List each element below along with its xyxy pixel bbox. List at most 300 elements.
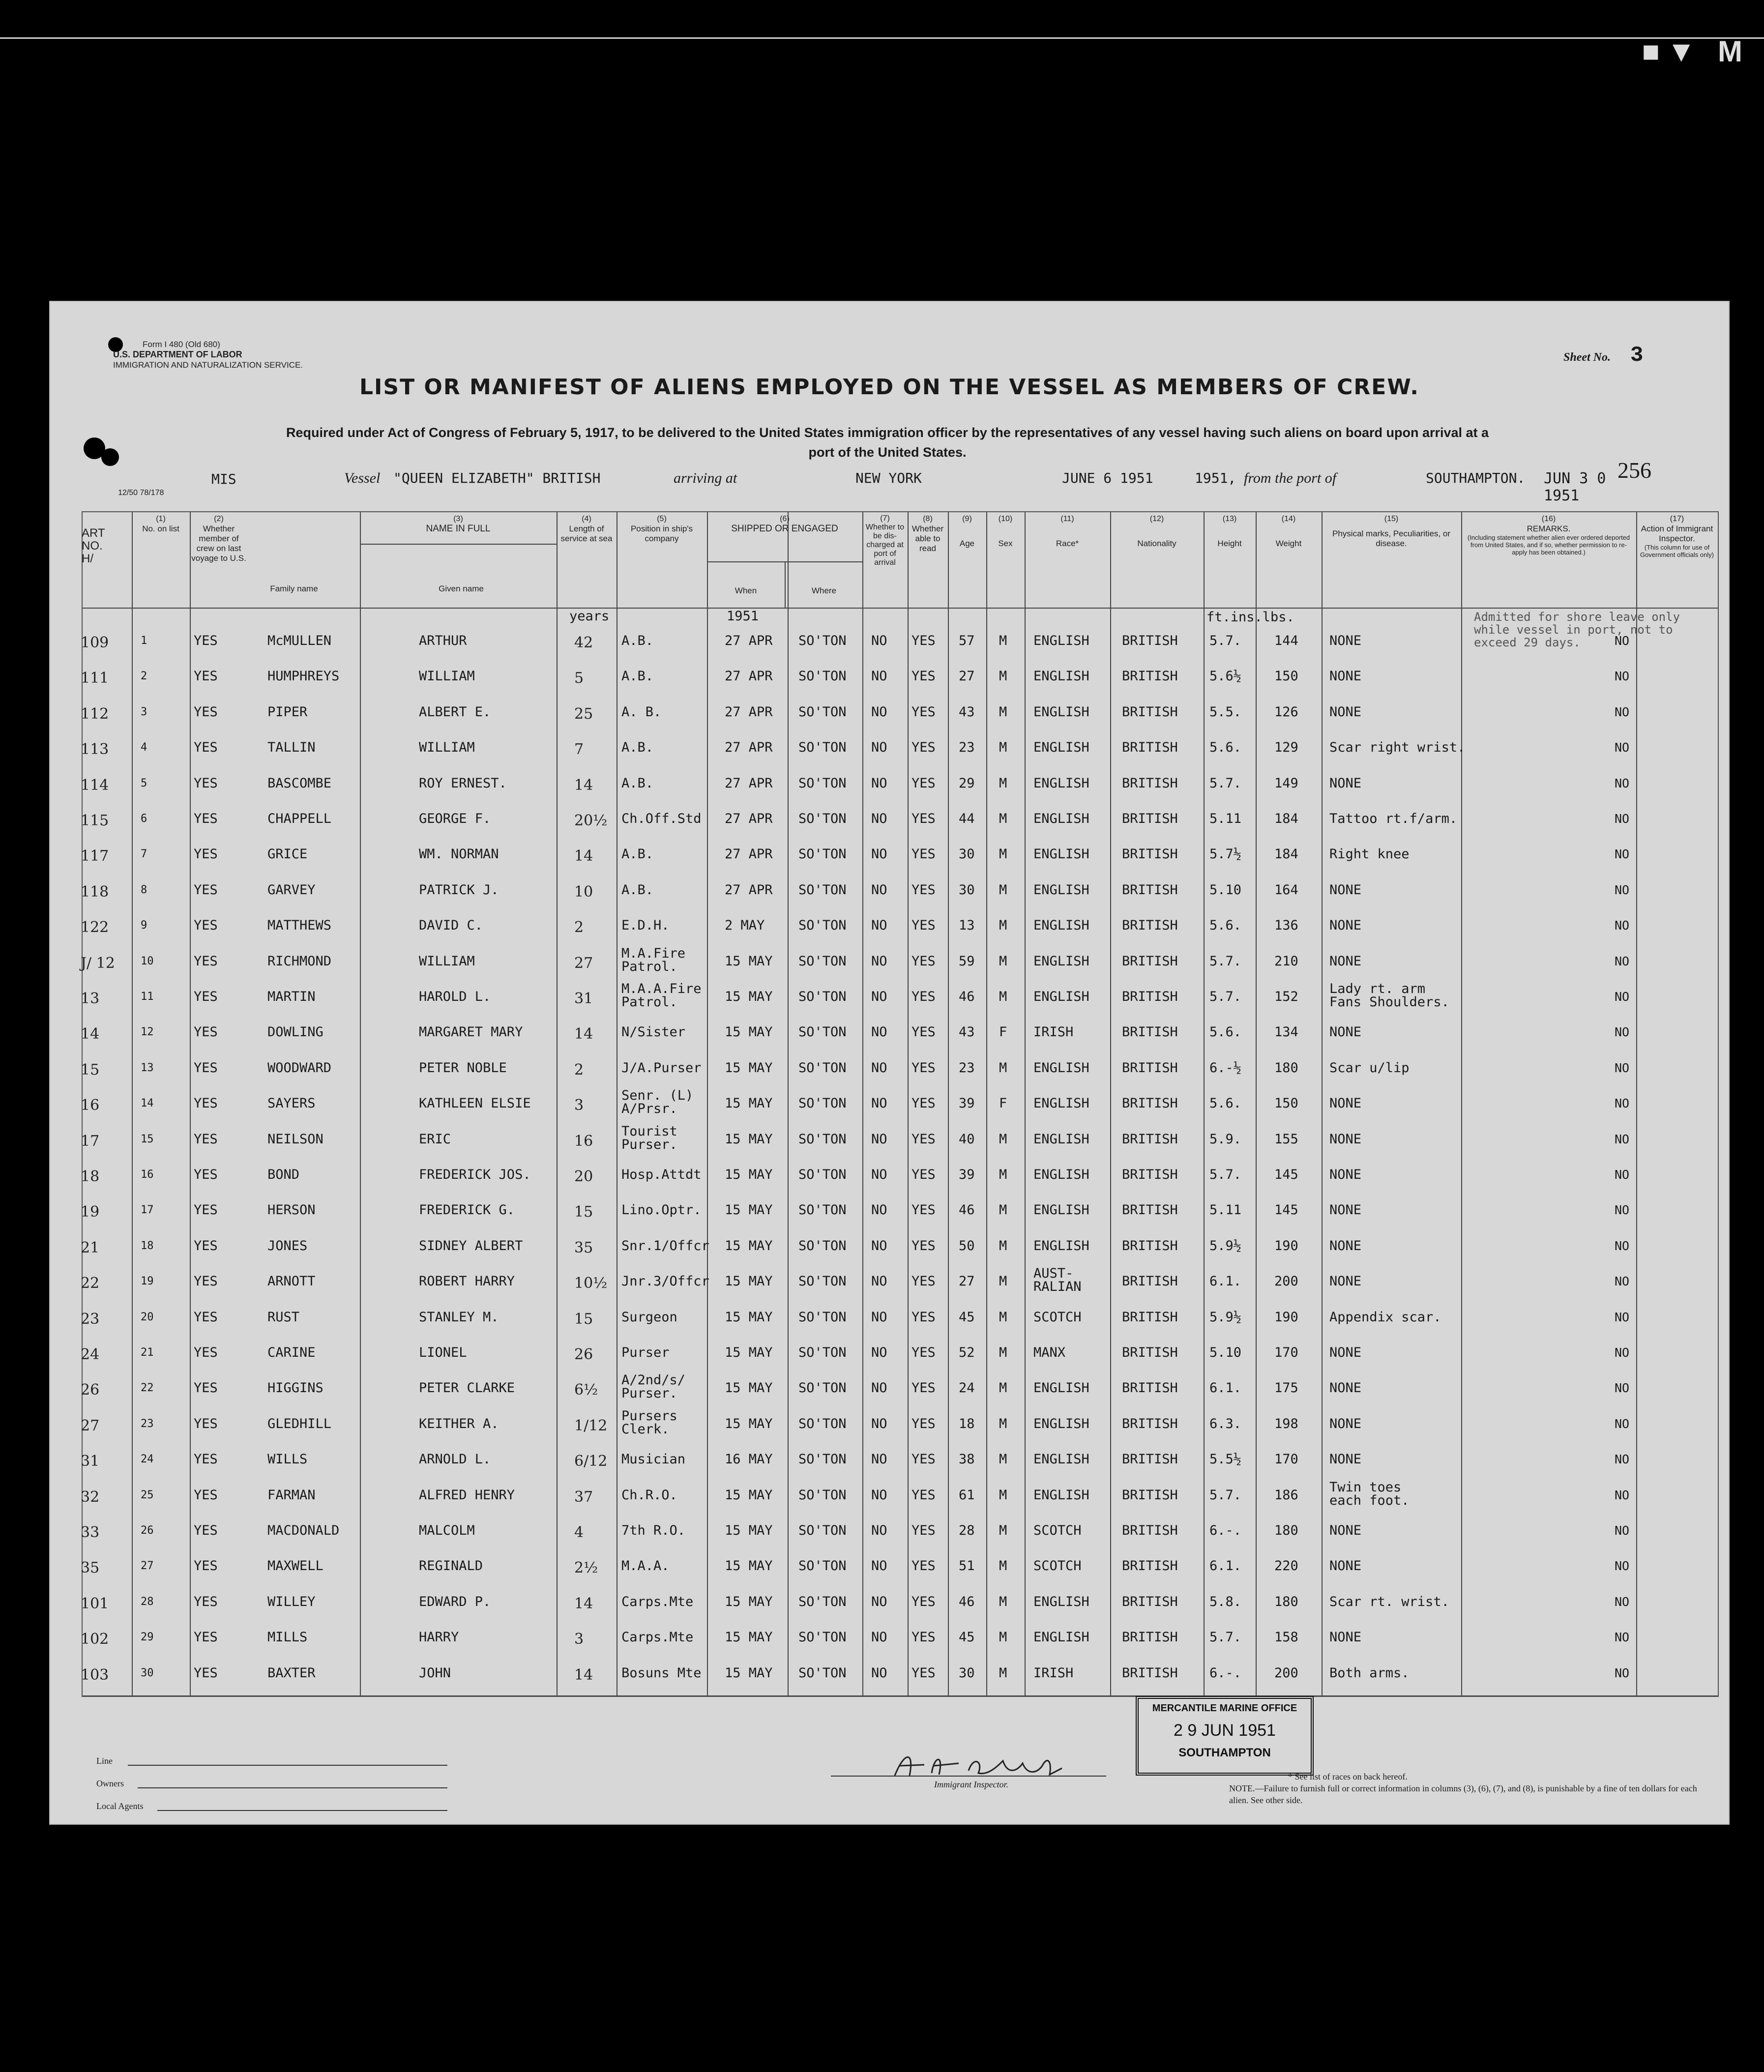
col-title: Length of service at sea	[560, 524, 613, 543]
race: ENGLISH	[1033, 846, 1089, 862]
race: SCOTCH	[1033, 1558, 1082, 1574]
family-name: CARINE	[267, 1345, 316, 1360]
footer-note	[1229, 1771, 1701, 1806]
height: 5.10	[1209, 1345, 1242, 1360]
physical-marks: NONE	[1329, 1523, 1362, 1538]
age: 27	[959, 1274, 975, 1289]
weight: 190	[1274, 1309, 1298, 1325]
physical-marks: NONE	[1329, 669, 1362, 684]
length-of-service: 2	[574, 919, 584, 936]
position-in-company: M.A.A.	[621, 1558, 670, 1574]
table-row	[83, 736, 1718, 771]
previous-voyage: YES	[194, 989, 218, 1004]
page-subtitle: Required under Act of Congress of February 5, 1917, to be delivered to the United States immigration officer by the representatives of any vessel having such aliens on board upon arrival at a port of the United States.	[286, 425, 1489, 460]
shipped-when: 15 MAY	[725, 1167, 773, 1182]
family-name: MAXWELL	[267, 1558, 323, 1574]
shipped-when: 15 MAY	[725, 1274, 773, 1289]
position-in-company: Carps.Mte	[621, 1630, 694, 1645]
discharged-at-port: NO	[871, 1416, 887, 1431]
list-number: 20	[141, 1311, 154, 1323]
length-of-service: 14	[574, 1025, 593, 1043]
length-of-service: 10	[574, 883, 593, 901]
position-in-company: A. B.	[621, 704, 662, 720]
stamp-place: SOUTHAMPTON	[1178, 1746, 1271, 1759]
stamp-number: 256	[1617, 458, 1651, 483]
given-name: FREDERICK G.	[419, 1202, 515, 1218]
weight: 150	[1274, 1096, 1298, 1111]
shipped-where: SO'TON	[798, 1024, 847, 1040]
position-in-company: A.B.	[621, 633, 654, 648]
weight: 220	[1274, 1558, 1298, 1574]
col-number: (10)	[998, 515, 1013, 523]
height: 5.7.	[1209, 775, 1242, 791]
header-weight	[1256, 514, 1322, 549]
able-to-read: YES	[911, 1665, 936, 1681]
table-row	[83, 772, 1718, 807]
weight: 126	[1274, 704, 1298, 720]
physical-marks: NONE	[1329, 1238, 1362, 1254]
able-to-read: YES	[911, 1452, 936, 1467]
previous-voyage: YES	[194, 1452, 218, 1467]
dated-stamp: JUN 3 0 1951	[1544, 470, 1606, 504]
service-unit: years	[569, 609, 610, 624]
family-name: GLEDHILL	[267, 1416, 332, 1431]
art-number: 118	[81, 883, 109, 901]
able-to-read: YES	[911, 1630, 936, 1645]
family-name: BOND	[267, 1167, 300, 1182]
race: ENGLISH	[1033, 704, 1089, 720]
height: 5.6.	[1209, 918, 1242, 934]
table-row	[83, 1590, 1718, 1626]
inspector-action: NO	[1615, 1594, 1630, 1609]
family-name: HUMPHREYS	[267, 669, 340, 684]
height: 5.10	[1209, 882, 1242, 898]
length-of-service: 14	[574, 1666, 593, 1684]
nationality: BRITISH	[1122, 918, 1178, 934]
punch-hole	[101, 448, 119, 466]
weight: 184	[1274, 811, 1298, 826]
height: 5.7.	[1209, 1487, 1242, 1503]
vessel-label: Vessel	[344, 470, 381, 486]
weight: 152	[1274, 989, 1298, 1004]
able-to-read: YES	[911, 1060, 936, 1076]
table-row	[81, 1123, 1718, 1163]
col-title: Weight	[1275, 539, 1302, 548]
header-inspector-action	[1636, 514, 1718, 558]
discharged-at-port: NO	[871, 989, 887, 1004]
shipped-where: SO'TON	[798, 1558, 847, 1574]
age: 23	[959, 1060, 975, 1076]
agents-label: Local Agents	[96, 1801, 144, 1811]
inspector-action: NO	[1615, 1132, 1630, 1146]
previous-voyage: YES	[194, 1487, 218, 1503]
shipped-when: 15 MAY	[725, 1487, 773, 1503]
nationality: BRITISH	[1122, 1167, 1178, 1182]
header-sex	[986, 514, 1025, 549]
physical-marks: Twin toes each foot.	[1329, 1479, 1410, 1508]
position-in-company: Carps.Mte	[621, 1594, 694, 1609]
given-name: EDWARD P.	[419, 1594, 491, 1609]
col-title: NAME IN FULL	[426, 524, 491, 534]
inspector-action: NO	[1615, 1238, 1630, 1253]
physical-marks: Both arms.	[1329, 1665, 1410, 1681]
length-of-service: 3	[574, 1631, 584, 1648]
age: 18	[959, 1416, 975, 1431]
height: 5.9½	[1209, 1238, 1242, 1254]
discharged-at-port: NO	[871, 811, 887, 826]
position-in-company: A/2nd/s/ Purser.	[621, 1372, 686, 1401]
family-name: GRICE	[267, 846, 308, 862]
height: 5.6½	[1209, 669, 1242, 684]
height-weight-units: ft.ins.lbs.	[1206, 610, 1294, 625]
race: ENGLISH	[1033, 1416, 1089, 1431]
header-family-name: Family name	[270, 584, 318, 593]
stamp-date: 2 9 JUN 1951	[1174, 1721, 1276, 1740]
col-title: REMARKS.	[1527, 524, 1571, 533]
col-number: (6)	[780, 515, 790, 523]
nationality: BRITISH	[1122, 1523, 1178, 1538]
discharged-at-port: NO	[871, 1452, 887, 1467]
col-number: (4)	[582, 515, 591, 523]
discharged-at-port: NO	[871, 1096, 887, 1111]
weight: 149	[1274, 775, 1298, 791]
age: 51	[959, 1558, 975, 1574]
family-name: GARVEY	[267, 882, 316, 898]
list-number: 23	[141, 1417, 154, 1430]
table-row	[83, 914, 1718, 949]
penalty-note: NOTE.—Failure to furnish full or correct information in columns (3), (6), (7), and (8), is punishable by a fine of ten dollars for each alien. See other side.	[1229, 1783, 1697, 1805]
length-of-service: 14	[574, 776, 593, 794]
sex: M	[999, 1487, 1007, 1503]
art-number: 17	[81, 1132, 100, 1150]
given-name: WILLIAM	[419, 740, 475, 756]
previous-voyage: YES	[194, 846, 218, 862]
col-title: No. on list	[142, 524, 179, 533]
list-number: 7	[141, 848, 147, 861]
shipped-when: 27 APR	[725, 633, 773, 648]
height: 5.7½	[1209, 846, 1242, 862]
family-name: DOWLING	[267, 1024, 323, 1040]
weight: 144	[1274, 633, 1298, 648]
position-in-company: Purser	[621, 1345, 670, 1360]
height: 5.5½	[1209, 1452, 1242, 1467]
name-subheader-rule	[360, 544, 557, 545]
age: 46	[959, 1202, 975, 1218]
table-row	[81, 981, 1718, 1021]
discharged-at-port: NO	[871, 1523, 887, 1538]
inspector-action: NO	[1615, 918, 1630, 933]
family-name: RUST	[267, 1309, 300, 1325]
shipped-where: SO'TON	[798, 669, 847, 684]
arriving-label: arriving at	[674, 470, 737, 486]
given-name: ROBERT HARRY	[419, 1274, 515, 1289]
shipped-where: SO'TON	[798, 811, 847, 826]
list-number: 17	[141, 1204, 154, 1217]
header-no-on-list	[132, 514, 190, 534]
nationality: BRITISH	[1122, 1416, 1178, 1431]
discharged-at-port: NO	[871, 1380, 887, 1396]
previous-voyage: YES	[194, 1665, 218, 1681]
able-to-read: YES	[911, 846, 936, 862]
physical-marks: NONE	[1329, 1630, 1362, 1645]
sex: M	[999, 1238, 1007, 1254]
nationality: BRITISH	[1122, 1594, 1178, 1609]
race: AUST- RALIAN	[1033, 1266, 1082, 1295]
previous-voyage: YES	[194, 1523, 218, 1538]
able-to-read: YES	[911, 704, 936, 720]
col-title: Action of Immigrant Inspector.	[1641, 524, 1713, 543]
list-number: 3	[141, 705, 147, 718]
previous-voyage: YES	[194, 918, 218, 934]
length-of-service: 31	[574, 990, 593, 1007]
shipped-where: SO'TON	[798, 1309, 847, 1325]
header-physical-marks	[1322, 514, 1461, 549]
art-number: 111	[81, 670, 109, 687]
inspector-action: NO	[1615, 634, 1630, 648]
art-number: 27	[81, 1417, 100, 1434]
physical-marks: NONE	[1329, 1274, 1362, 1289]
discharged-at-port: NO	[871, 918, 887, 934]
age: 46	[959, 1594, 975, 1609]
list-number: 27	[141, 1560, 154, 1573]
sex: M	[999, 1167, 1007, 1182]
inspector-action: NO	[1615, 1452, 1630, 1467]
art-number: 23	[81, 1310, 100, 1328]
discharged-at-port: NO	[871, 1131, 887, 1147]
table-row	[81, 1408, 1718, 1448]
family-name: BAXTER	[267, 1665, 316, 1681]
shipped-when: 15 MAY	[725, 1060, 773, 1076]
age: 23	[959, 740, 975, 756]
length-of-service: 15	[574, 1310, 593, 1328]
previous-voyage: YES	[194, 1060, 218, 1076]
previous-voyage: YES	[194, 775, 218, 791]
department-name: U.S. DEPARTMENT OF LABOR	[113, 350, 242, 359]
discharged-at-port: NO	[871, 669, 887, 684]
discharged-at-port: NO	[871, 1309, 887, 1325]
length-of-service: 6/12	[574, 1453, 608, 1470]
shipped-where: SO'TON	[798, 1523, 847, 1538]
position-in-company: Lino.Optr.	[621, 1202, 702, 1218]
given-name: MARGARET MARY	[419, 1024, 523, 1040]
inspector-action: NO	[1615, 847, 1630, 862]
list-number: 15	[141, 1133, 154, 1145]
previous-voyage: YES	[194, 1594, 218, 1609]
previous-voyage: YES	[194, 740, 218, 756]
previous-voyage: YES	[194, 953, 218, 969]
physical-marks: Appendix scar.	[1329, 1309, 1441, 1325]
art-number: 24	[81, 1346, 100, 1363]
previous-voyage: YES	[194, 1131, 218, 1147]
art-number: 103	[81, 1666, 109, 1684]
given-name: ARTHUR	[419, 633, 467, 648]
nationality: BRITISH	[1122, 953, 1178, 969]
nationality: BRITISH	[1122, 669, 1178, 684]
able-to-read: YES	[911, 1558, 936, 1574]
shipped-when: 15 MAY	[725, 1238, 773, 1254]
given-name: MALCOLM	[419, 1523, 475, 1538]
given-name: ROY ERNEST.	[419, 775, 507, 791]
length-of-service: 20½	[574, 812, 608, 829]
scan-top-border	[0, 37, 1764, 39]
discharged-at-port: NO	[871, 1594, 887, 1609]
family-name: MARTIN	[267, 989, 316, 1004]
shipped-when: 15 MAY	[725, 1558, 773, 1574]
physical-marks: NONE	[1329, 1167, 1362, 1182]
height: 5.11	[1209, 1202, 1242, 1218]
inspector-action: NO	[1615, 1488, 1630, 1502]
header-height	[1204, 514, 1256, 549]
weight: 155	[1274, 1131, 1298, 1147]
position-in-company: A.B.	[621, 882, 654, 898]
sex: M	[999, 1558, 1007, 1574]
discharged-at-port: NO	[871, 740, 887, 756]
length-of-service: 37	[574, 1488, 593, 1506]
shipped-year: 1951	[727, 609, 759, 624]
able-to-read: YES	[911, 740, 936, 756]
header-discharged	[862, 514, 908, 567]
file-code: 12/50 78/178	[118, 489, 164, 497]
sex: M	[999, 1060, 1007, 1076]
list-number: 25	[141, 1488, 154, 1501]
art-number: 15	[81, 1061, 100, 1079]
weight: 200	[1274, 1274, 1298, 1289]
shipped-when: 15 MAY	[725, 1202, 773, 1218]
sheet-number-box	[1563, 343, 1643, 368]
race: ENGLISH	[1033, 1594, 1089, 1609]
family-name: ARNOTT	[267, 1274, 316, 1289]
form-identifier	[113, 339, 303, 370]
inspector-action: NO	[1615, 1203, 1630, 1218]
family-name: PIPER	[267, 704, 308, 720]
shipped-when: 15 MAY	[725, 1309, 773, 1325]
art-number: 114	[81, 776, 109, 794]
age: 39	[959, 1096, 975, 1111]
position-in-company: A.B.	[621, 669, 654, 684]
race: ENGLISH	[1033, 1487, 1089, 1503]
race: ENGLISH	[1033, 1167, 1089, 1182]
shipped-where: SO'TON	[798, 989, 847, 1004]
nationality: BRITISH	[1122, 989, 1178, 1004]
nationality: BRITISH	[1122, 1131, 1178, 1147]
shipped-where: SO'TON	[798, 1167, 847, 1182]
family-name: HERSON	[267, 1202, 316, 1218]
given-name: JOHN	[419, 1665, 451, 1681]
shipped-when: 27 APR	[725, 740, 773, 756]
header-position	[617, 514, 707, 544]
able-to-read: YES	[911, 811, 936, 826]
shipped-when: 27 APR	[725, 846, 773, 862]
given-name: GEORGE F.	[419, 811, 491, 826]
shipped-where: SO'TON	[798, 1487, 847, 1503]
length-of-service: 25	[574, 705, 593, 723]
age: 28	[959, 1523, 975, 1538]
table-row	[83, 1519, 1718, 1554]
table-row	[83, 700, 1718, 736]
family-name: MACDONALD	[267, 1523, 340, 1538]
sex: M	[999, 669, 1007, 684]
sex: M	[999, 846, 1007, 862]
given-name: LIONEL	[419, 1345, 467, 1360]
header-when: When	[735, 586, 757, 595]
race: ENGLISH	[1033, 1060, 1089, 1076]
shipped-when: 16 MAY	[725, 1452, 773, 1467]
shipped-when: 15 MAY	[725, 1630, 773, 1645]
weight: 134	[1274, 1024, 1298, 1040]
shipped-where: SO'TON	[798, 633, 847, 648]
race: SCOTCH	[1033, 1309, 1082, 1325]
shipped-where: SO'TON	[798, 1202, 847, 1218]
height: 6.-½	[1209, 1060, 1242, 1076]
physical-marks: NONE	[1329, 882, 1362, 898]
col-title: Race*	[1056, 539, 1079, 548]
physical-marks: Scar right wrist.	[1329, 740, 1466, 756]
table-row	[83, 1021, 1718, 1056]
physical-marks: Tattoo rt.f/arm.	[1329, 811, 1458, 826]
given-name: SIDNEY ALBERT	[419, 1238, 523, 1254]
col-number: (14)	[1281, 515, 1296, 523]
physical-marks: Scar rt. wrist.	[1329, 1594, 1449, 1609]
line-label: Line	[96, 1756, 113, 1766]
arrival-port: NEW YORK	[855, 470, 922, 486]
sex: M	[999, 633, 1007, 648]
length-of-service: 16	[574, 1132, 593, 1150]
position-in-company: Pursers Clerk.	[621, 1408, 677, 1437]
inspector-action: NO	[1615, 1523, 1630, 1538]
col-number: (12)	[1149, 515, 1164, 523]
length-of-service: 26	[574, 1346, 593, 1363]
col-number: (2)	[214, 515, 224, 523]
race: ENGLISH	[1033, 1630, 1089, 1645]
nationality: BRITISH	[1122, 1380, 1178, 1396]
discharged-at-port: NO	[871, 1060, 887, 1076]
table-row	[83, 1163, 1718, 1198]
able-to-read: YES	[911, 633, 936, 648]
age: 27	[959, 669, 975, 684]
weight: 180	[1274, 1060, 1298, 1076]
list-number: 2	[141, 670, 147, 683]
able-to-read: YES	[911, 918, 936, 934]
owners-rule	[138, 1787, 447, 1788]
weight: 150	[1274, 669, 1298, 684]
position-in-company: Ch.R.O.	[621, 1487, 677, 1503]
able-to-read: YES	[911, 669, 936, 684]
inspector-action: NO	[1615, 1381, 1630, 1396]
discharged-at-port: NO	[871, 1024, 887, 1040]
nationality: BRITISH	[1122, 740, 1178, 756]
physical-marks: NONE	[1329, 918, 1362, 934]
table-row	[83, 843, 1718, 878]
from-port-label: from the port of	[1244, 470, 1337, 486]
previous-voyage: YES	[194, 1558, 218, 1574]
age: 46	[959, 989, 975, 1004]
shipped-when: 27 APR	[725, 811, 773, 826]
length-of-service: 42	[574, 634, 593, 651]
nationality: BRITISH	[1122, 775, 1178, 791]
header-age	[948, 514, 986, 549]
art-number: 122	[81, 919, 109, 936]
able-to-read: YES	[911, 1309, 936, 1325]
shipped-where: SO'TON	[798, 775, 847, 791]
table-row	[81, 1088, 1718, 1127]
sex: M	[999, 1523, 1007, 1538]
age: 30	[959, 1665, 975, 1681]
shipped-when: 15 MAY	[725, 1380, 773, 1396]
position-in-company: Hosp.Attdt	[621, 1167, 702, 1182]
header-given-name: Given name	[439, 584, 484, 593]
position-in-company: Musician	[621, 1452, 686, 1467]
art-number: J/ 12	[81, 954, 115, 972]
